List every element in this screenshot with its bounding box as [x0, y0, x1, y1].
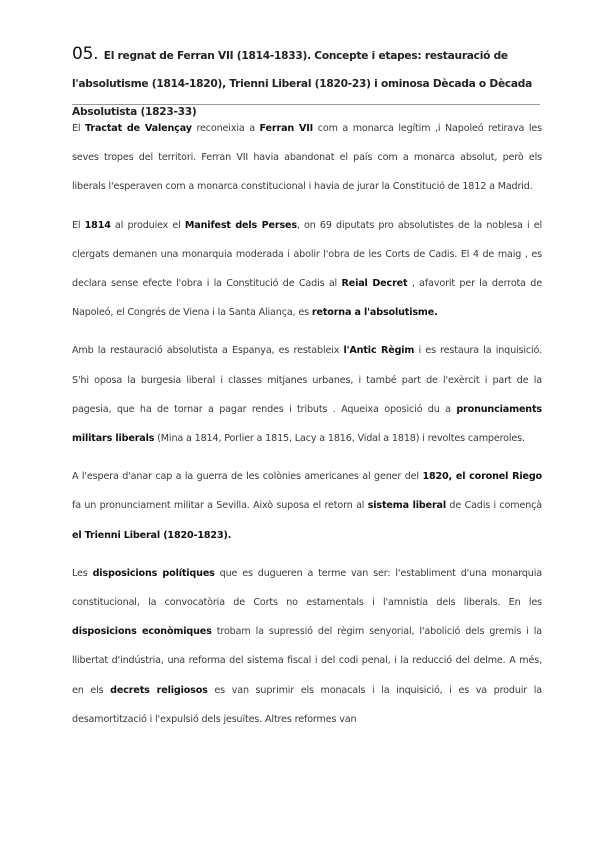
bold-term: sistema liberal	[367, 500, 447, 512]
paragraph	[72, 462, 542, 550]
bold-term: pronunciaments militars liberals	[72, 403, 542, 445]
bold-term: Manifest dels Perses	[184, 219, 297, 231]
bold-term: Reial Decret	[341, 278, 408, 290]
text-run: al produiex el	[110, 219, 185, 231]
bold-term: 1814	[84, 219, 111, 231]
paragraph	[72, 559, 542, 734]
document-body	[72, 114, 542, 743]
text-run: i es restaura la inquisició. S'hi oposa la burgesia liberal i classes mitjanes urbanes, i també part de l'exèrcit i part de la pagesia, que ha de tornar a pagar rendes i tributs . Aqueixa oposició du a	[72, 345, 542, 415]
text-run: Les	[72, 567, 93, 579]
text-run: El	[72, 123, 86, 134]
text-run: , on 69 diputats pro absolutistes de la noblesa i el clergats demanen una monarquia moderada i abolir l'obra de les Corts de Cadis. El 4 de maig , es declara sense efecte l'obra i la Constitució de Cadis al	[72, 219, 542, 290]
text-run: com a monarca legítim ,i Napoleó retirava les seves tropes del territori. Ferran VII havia abandonat el país com a monarca absolut, però els liberals l'esperaven com a monarca constitucional i havia de jurar la Constitució de 1812 a Madrid.	[72, 123, 543, 193]
title-divider	[72, 104, 540, 105]
text-run: (Mina a 1814, Porlier a 1815, Lacy a 1816, Vidal a 1818) i revoltes camperoles.	[154, 433, 525, 445]
paragraph	[72, 336, 542, 453]
section-title-text: El regnat de Ferran VII (1814-1833). Concepte i etapes: restauració de l'absolutisme (1814-1820), Trienni Liberal (1820-23) i ominosa Dècada o Dècada Absolutista (1823-33)	[72, 50, 533, 118]
text-run: es van suprimir els monacals i la inquisició, i es va produir la desamortització i l'expulsió dels jesuïtes. Altres reformes van	[72, 684, 542, 725]
text-run: fa un pronunciament militar a Sevilla. Això suposa el retorn al	[72, 500, 368, 512]
bold-term: l'Antic Règim	[343, 345, 415, 357]
bold-term: 1820, el coronel Riego	[422, 471, 542, 483]
bold-term: Ferran VII	[259, 123, 314, 134]
text-run: reconeixia a	[191, 123, 260, 134]
bold-term: Tractat de Valençay	[85, 123, 192, 134]
section-number: 05.	[72, 44, 99, 64]
bold-term: retorna a l'absolutisme.	[311, 307, 438, 319]
text-run: Amb la restauració absolutista a Espanya, es restableix	[72, 345, 344, 357]
bold-term: disposicions econòmiques	[72, 626, 212, 638]
text-run: , afavorit per la derrota de Napoleó, el Congrés de Viena i la Santa Aliança, es	[72, 278, 542, 319]
bold-term: disposicions polítiques	[92, 567, 215, 579]
text-run: A l'espera d'anar cap a la guerra de les colònies americanes al gener del	[72, 471, 423, 483]
paragraph	[72, 114, 542, 202]
text-run: que es dugueren a terme van ser: l'establiment d'una monarquia constitucional, la convocatòria de Corts no estamentals i l'amnistia dels liberals. En les	[72, 567, 542, 609]
bold-term: decrets religiosos	[110, 684, 208, 696]
bold-term: el Trienni Liberal (1820-1823).	[72, 529, 232, 541]
text-run: El	[72, 219, 85, 231]
text-run: de Cadis i començà	[446, 500, 542, 512]
text-run: trobam la supressió del règim senyorial, l'abolició dels gremis i la llibertat d'indústria, una reforma del sistema fiscal i del codi penal, i la reducció del delme. A més, en els	[72, 626, 543, 696]
paragraph	[72, 211, 542, 328]
